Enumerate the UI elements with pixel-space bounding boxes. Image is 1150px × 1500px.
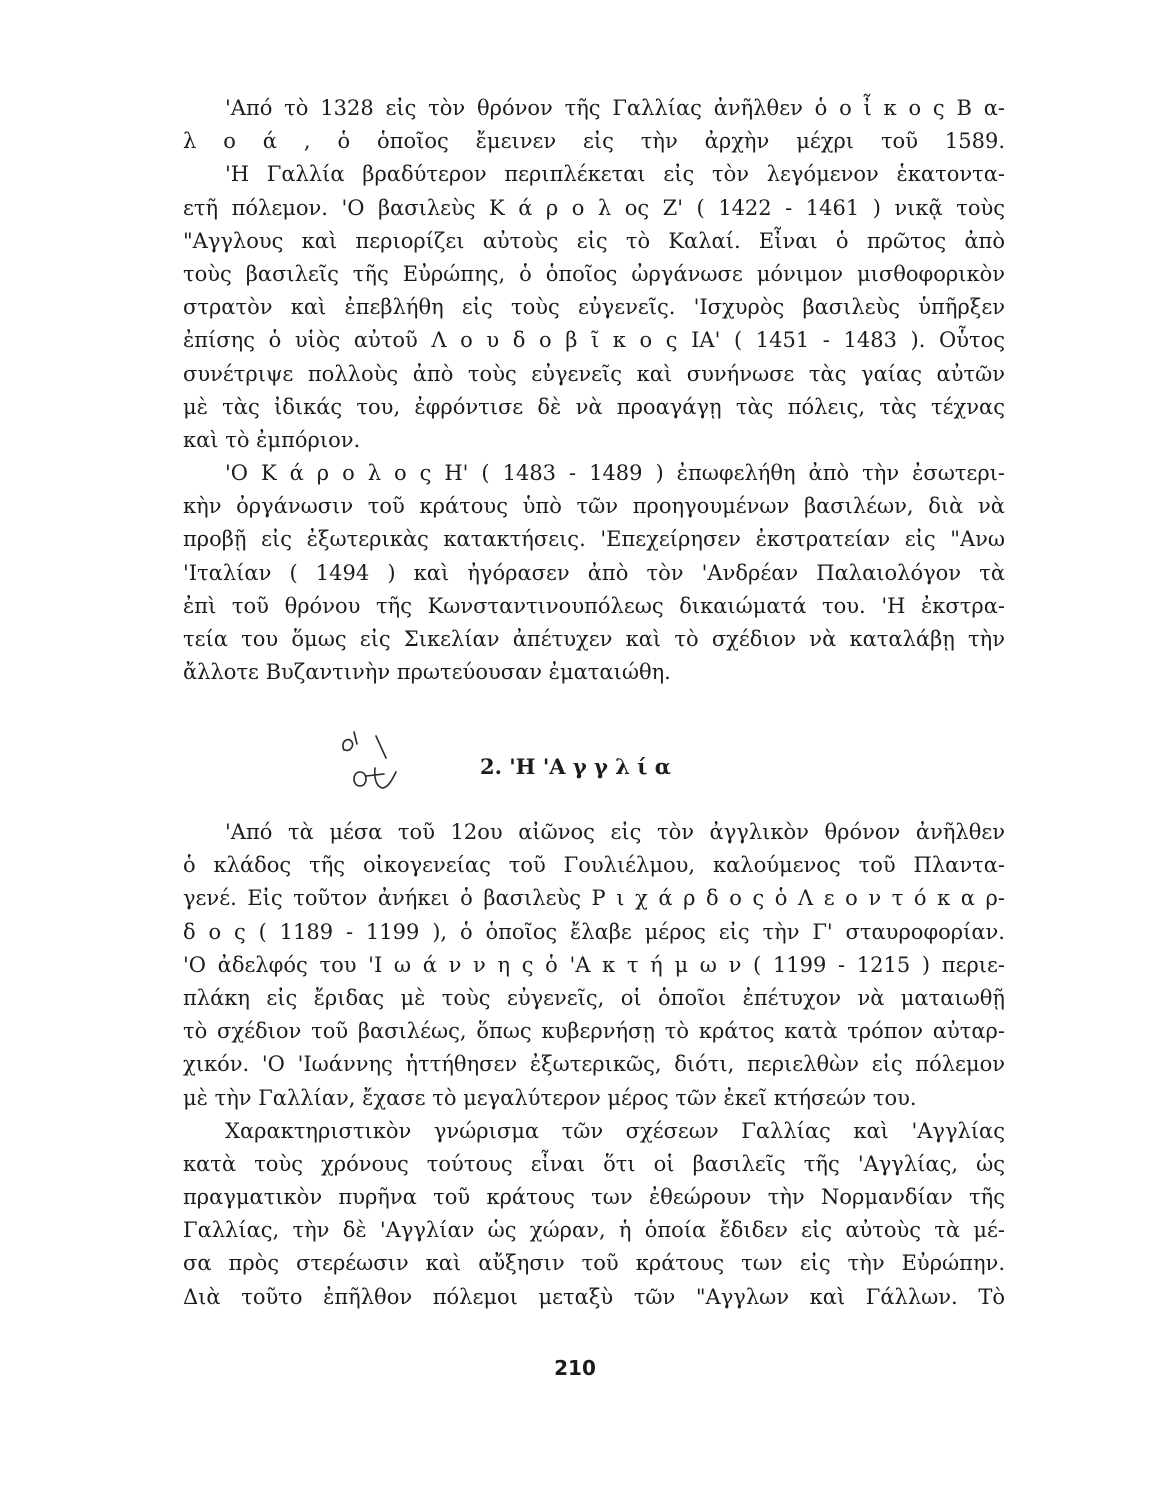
text-line: συνέτριψε πολλοὺς ἀπὸ τοὺς εὐγενεῖς καὶ συνήνωσε τὰς γαίας αὐτῶν (183, 361, 1005, 386)
text-line: πραγματικὸν πυρῆνα τοῦ κράτους των ἐθεώρουν τὴν Νορμανδίαν τῆς (183, 1185, 1005, 1210)
text-line: τὸ σχέδιον τοῦ βασιλέως, ὅπως κυβερνήσῃ τὸ κράτος κατὰ τρόπον αὐταρ- (183, 1019, 1005, 1044)
text-line: προβῇ εἰς ἐξωτερικὰς κατακτήσεις. 'Επεχείρησεν ἐκστρατείαν εἰς "Ανω (183, 527, 1005, 552)
text-line: ετῆ πόλεμον. 'Ο βασιλεὺς Κ ά ρ ο λ ος Ζ' ( 1422 - 1461 ) νικᾷ τοὺς (183, 195, 1005, 220)
handwritten-annotation (330, 728, 430, 798)
text-line: τοὺς βασιλεῖς τῆς Εὐρώπης, ὁ ὁποῖος ὠργάνωσε μόνιμον μισθοφορικὸν (183, 261, 1005, 286)
annotation-text: OT (330, 728, 332, 729)
section-heading: 2. 'Η 'Α γ γ λ ί α (480, 754, 671, 779)
upper-text-block (183, 92, 1005, 689)
text-line: 'Ο ἀδελφός του 'Ι ω ά ν ν η ς ὁ 'Α κ τ ή μ ω ν ( 1199 - 1215 ) περιε- (183, 952, 1005, 977)
page-number: 210 (554, 1356, 596, 1380)
text-line: ὁ κλάδος τῆς οἰκογενείας τοῦ Γουλιέλμου, καλούμενος τοῦ Πλαντα- (183, 853, 1005, 878)
lower-text-block (183, 816, 1005, 1314)
text-line: Διὰ τοῦτο ἐπῆλθον πόλεμοι μεταξὺ τῶν "Αγγλων καὶ Γάλλων. Τὸ (183, 1284, 1005, 1309)
text-line: στρατὸν καὶ ἐπεβλήθη εἰς τοὺς εὐγενεῖς. 'Ισχυρὸς βασιλεὺς ὑπῆρξεν (183, 295, 1005, 320)
text-line: 'Ο Κ ά ρ ο λ ο ς Η' ( 1483 - 1489 ) ἐπωφελήθη ἀπὸ τὴν ἐσωτερι- (225, 461, 1005, 486)
text-line: τεία του ὅμως εἰς Σικελίαν ἀπέτυχεν καὶ τὸ σχέδιον νὰ καταλάβῃ τὴν (183, 627, 1005, 651)
text-line: κὴν ὀργάνωσιν τοῦ κράτους ὑπὸ τῶν προηγουμένων βασιλέων, διὰ νὰ (183, 494, 1005, 519)
section-heading-area (330, 728, 930, 808)
text-line: δ ο ς ( 1189 - 1199 ), ὁ ὁποῖος ἔλαβε μέρος εἰς τὴν Γ' σταυροφορίαν. (183, 919, 1005, 944)
text-line: μὲ τὴν Γαλλίαν, ἔχασε τὸ μεγαλύτερον μέρος τῶν ἐκεῖ κτήσεών του. (183, 1085, 917, 1110)
text-line: ἄλλοτε Βυζαντινὴν πρωτεύουσαν ἐματαιώθη. (183, 660, 671, 685)
text-line: λ ο ά , ὁ ὁποῖος ἔμεινεν εἰς τὴν ἀρχὴν μέχρι τοῦ 1589. (183, 129, 1005, 154)
text-line: κατὰ τοὺς χρόνους τούτους εἶναι ὅτι οἱ βασιλεῖς τῆς 'Αγγλίας, ὡς (183, 1151, 1005, 1176)
text-line: "Αγγλους καὶ περιορίζει αὐτοὺς εἰς τὸ Καλαί. Εἶναι ὁ πρῶτος ἀπὸ (183, 228, 1005, 253)
text-line: 'Από τὰ μέσα τοῦ 12ου αἰῶνος εἰς τὸν ἀγγλικὸν θρόνον ἀνῆλθεν (225, 820, 1005, 844)
text-line: 'Η Γαλλία βραδύτερον περιπλέκεται εἰς τὸν λεγόμενον ἑκατοντα- (225, 162, 1005, 187)
text-line: γενέ. Εἰς τοῦτον ἀνήκει ὁ βασιλεὺς Ρ ι χ ά ρ δ ο ς ὁ Λ ε ο ν τ ό κ α ρ- (183, 886, 1005, 911)
text-line: ἐπίσης ὁ υἱὸς αὐτοῦ Λ ο υ δ ο β ῖ κ ο ς ΙΑ' ( 1451 - 1483 ). Οὗτος (183, 328, 1005, 353)
text-line: χικόν. 'Ο 'Ιωάννης ἡττήθησεν ἐξωτερικῶς, διότι, περιελθὼν εἰς πόλεμον (183, 1052, 1005, 1077)
text-line: Χαρακτηριστικὸν γνώρισμα τῶν σχέσεων Γαλλίας καὶ 'Αγγλίας (225, 1118, 1005, 1143)
text-line: 'Ιταλίαν ( 1494 ) καὶ ἠγόρασεν ἀπὸ τὸν 'Ανδρέαν Παλαιολόγον τὰ (183, 560, 1005, 585)
text-line: ἐπὶ τοῦ θρόνου τῆς Κωνσταντινουπόλεως δικαιώματά του. 'Η ἐκστρα- (183, 593, 1005, 618)
text-line: καὶ τὸ ἐμπόριον. (183, 427, 361, 452)
text-line: μὲ τὰς ἰδικάς του, ἐφρόντισε δὲ νὰ προαγάγῃ τὰς πόλεις, τὰς τέχνας (183, 394, 1005, 419)
text-line: πλάκη εἰς ἔριδας μὲ τοὺς εὐγενεῖς, οἱ ὁποῖοι ἐπέτυχον νὰ ματαιωθῇ (183, 985, 1005, 1010)
text-line: σα πρὸς στερέωσιν καὶ αὔξησιν τοῦ κράτους των εἰς τὴν Εὐρώπην. (183, 1251, 1005, 1276)
text-line: Γαλλίας, τὴν δὲ 'Αγγλίαν ὡς χώραν, ἡ ὁποία ἔδιδεν εἰς αὐτοὺς τὰ μέ- (183, 1218, 1005, 1243)
text-line: 'Από τὸ 1328 εἰς τὸν θρόνον τῆς Γαλλίας ἀνῆλθεν ὁ ο ἶ κ ο ς Β α- (225, 96, 1005, 120)
